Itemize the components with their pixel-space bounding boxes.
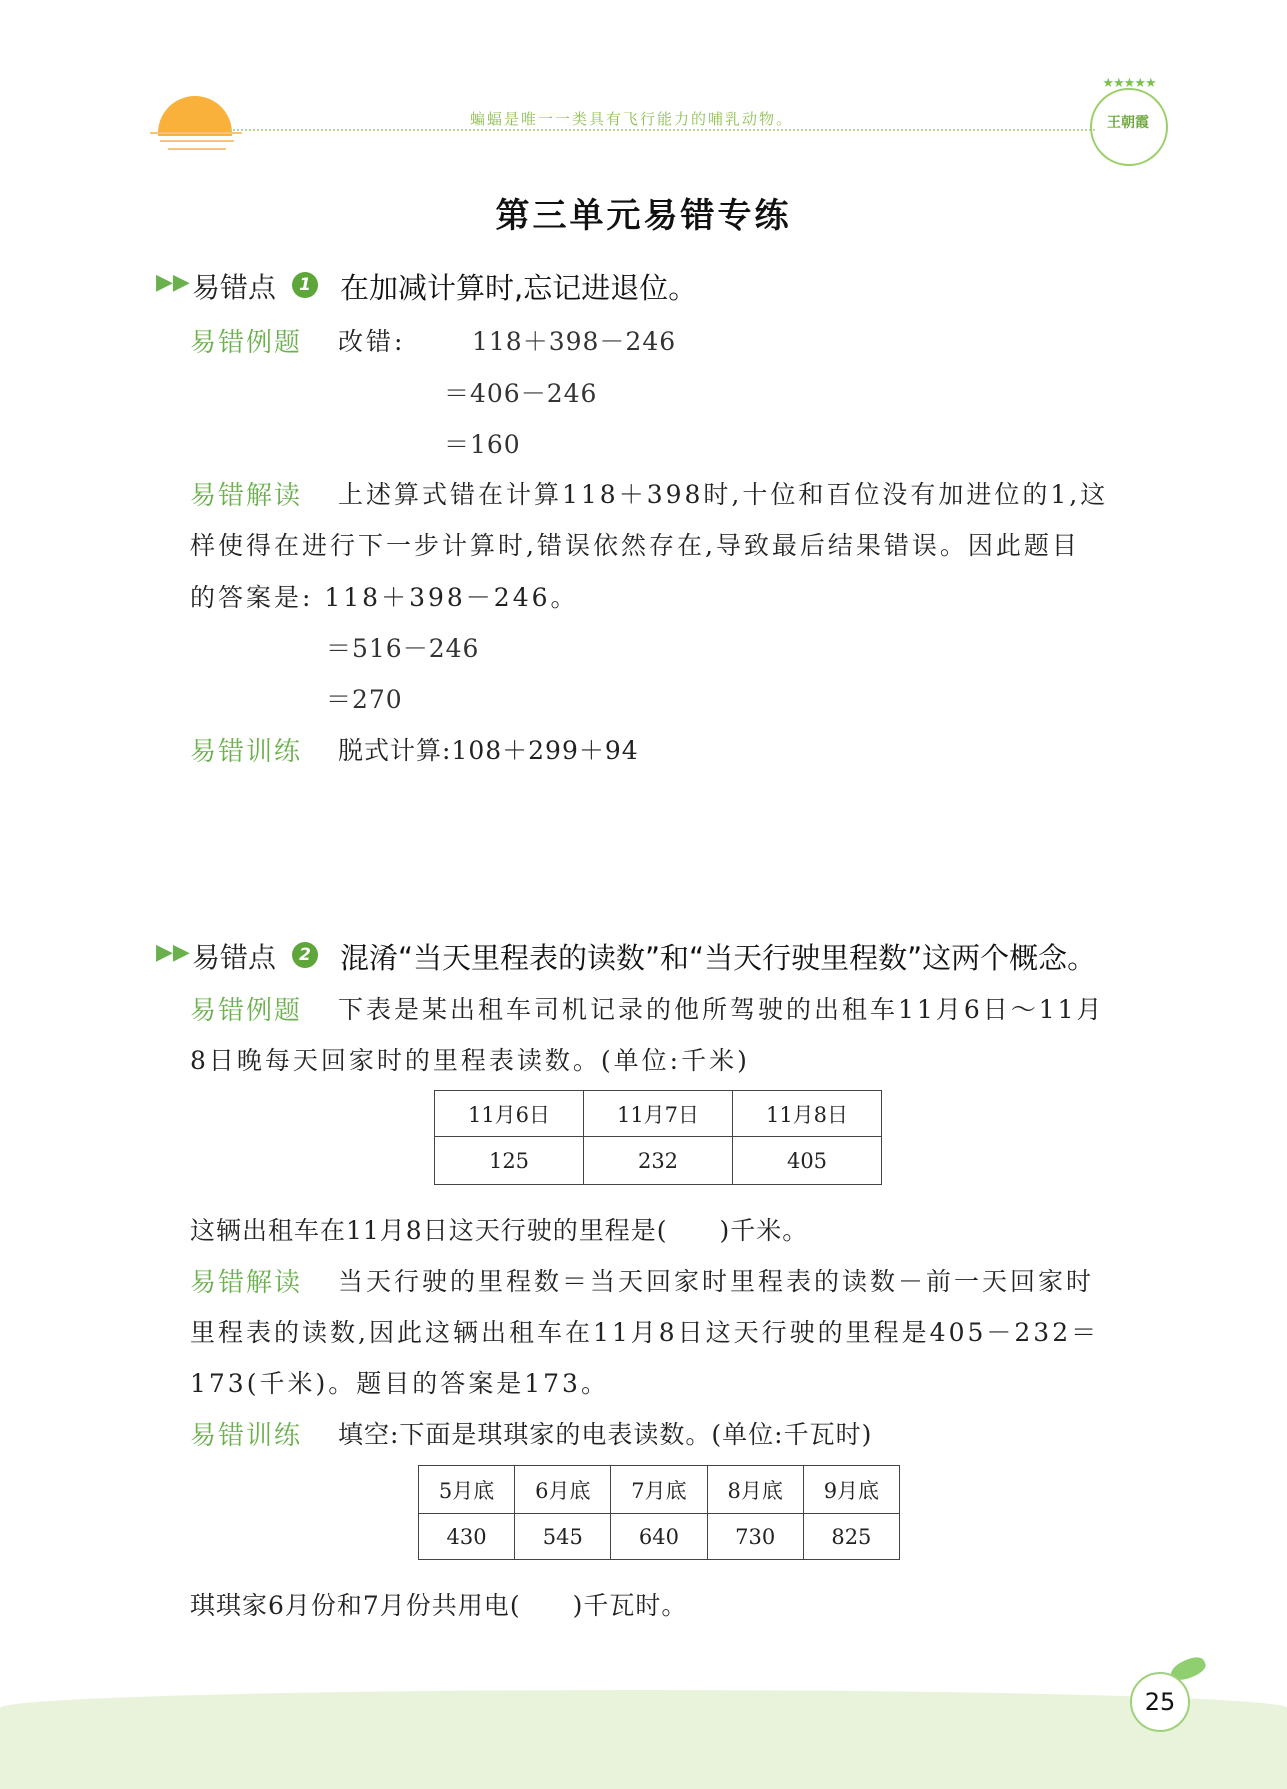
point-label: 易错点 <box>192 271 277 304</box>
point-heading: 在加减计算时,忘记进退位。 <box>340 271 698 305</box>
double-arrow-icon: ▶▶ <box>156 270 190 295</box>
mileage-table <box>434 1090 882 1185</box>
example-prefix: 改错: <box>338 327 406 356</box>
explain-line: 173(千米)。题目的答案是173。 <box>190 1369 609 1398</box>
explain-line: 上述算式错在计算118＋398时,十位和百位没有加进位的1,这 <box>338 480 1109 509</box>
explain-line: 当天行驶的里程数＝当天回家时里程表的读数－前一天回家时 <box>338 1267 1095 1296</box>
example-line: 118＋398－246 <box>472 327 677 356</box>
table-cell: 545 <box>515 1514 611 1560</box>
example-line: ＝406－246 <box>444 379 598 408</box>
table-header-cell: 5月底 <box>419 1466 515 1514</box>
answer-line: ＝516－246 <box>326 634 480 663</box>
electricity-table <box>418 1465 900 1560</box>
explain-label: 易错解读 <box>190 481 303 511</box>
logo-text: 王朝霞 <box>1107 115 1149 131</box>
table-cell: 430 <box>419 1514 515 1560</box>
train-text: 填空:下面是琪琪家的电表读数。(单位:千瓦时) <box>338 1420 873 1449</box>
example-line: ＝160 <box>444 430 521 459</box>
table-cell: 730 <box>707 1514 803 1560</box>
explain-line: 里程表的读数,因此这辆出租车在11月8日这天行驶的里程是405－232＝ <box>190 1318 1100 1347</box>
point-heading: 混淆“当天里程表的读数”和“当天行驶里程数”这两个概念。 <box>340 941 1097 975</box>
table-header-cell: 7月底 <box>611 1466 707 1514</box>
header-tagline: 蝙蝠是唯一一类具有飞行能力的哺乳动物。 <box>470 110 794 128</box>
logo-stars: ★★★★★ <box>1102 76 1156 91</box>
explain-line: 的答案是: 118＋398－246。 <box>190 583 579 612</box>
table-cell: 405 <box>733 1137 882 1185</box>
explain-line: 样使得在进行下一步计算时,错误依然存在,导致最后结果错误。因此题目 <box>190 531 1080 560</box>
example-label: 易错例题 <box>190 996 303 1026</box>
table-header-cell: 11月6日 <box>435 1091 584 1137</box>
page-title: 第三单元易错专练 <box>495 196 792 236</box>
table-cell: 232 <box>584 1137 733 1185</box>
sun-line <box>160 140 234 142</box>
example-label: 易错例题 <box>190 328 303 358</box>
train-label: 易错训练 <box>190 1421 303 1451</box>
table-header-cell: 11月7日 <box>584 1091 733 1137</box>
table-cell: 640 <box>611 1514 707 1560</box>
footer-wave <box>0 1690 1287 1789</box>
page-number: 25 <box>1130 1672 1190 1732</box>
table-header-cell: 6月底 <box>515 1466 611 1514</box>
table-cell: 125 <box>435 1137 584 1185</box>
double-arrow-icon: ▶▶ <box>156 940 190 965</box>
train-question: 琪琪家6月份和7月份共用电( )千瓦时。 <box>190 1591 688 1620</box>
table-header-cell: 11月8日 <box>733 1091 882 1137</box>
example-line: 8日晚每天回家时的里程表读数。(单位:千米) <box>190 1046 750 1075</box>
table-header-cell: 8月底 <box>707 1466 803 1514</box>
example-question: 这辆出租车在11月8日这天行驶的里程是( )千米。 <box>190 1216 809 1245</box>
answer-line: ＝270 <box>326 685 403 714</box>
explain-label: 易错解读 <box>190 1268 303 1298</box>
point-number-badge: 2 <box>292 942 318 968</box>
table-header-cell: 9月底 <box>803 1466 899 1514</box>
sun-line <box>168 148 226 150</box>
header-dotted-line <box>230 129 1095 131</box>
example-line: 下表是某出租车司机记录的他所驾驶的出租车11月6日～11月 <box>338 995 1105 1024</box>
sun-line <box>150 132 242 134</box>
train-text: 脱式计算:108＋299＋94 <box>338 736 639 765</box>
train-label: 易错训练 <box>190 737 303 767</box>
point-number-badge: 1 <box>292 272 318 298</box>
table-cell: 825 <box>803 1514 899 1560</box>
point-label: 易错点 <box>192 941 277 974</box>
